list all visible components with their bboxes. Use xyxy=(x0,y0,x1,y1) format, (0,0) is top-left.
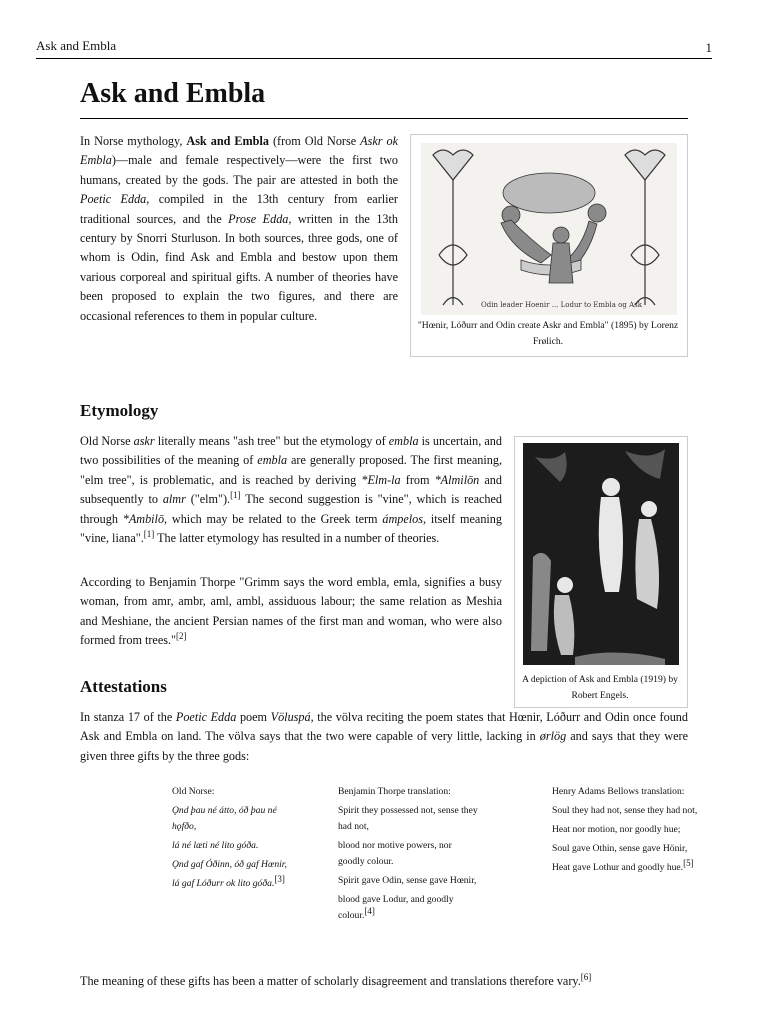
poem-line: blood gave Lodur, and goodly colour. xyxy=(338,894,454,921)
etymology-paragraph-2: According to Benjamin Thorpe "Grimm says the word embla, emla, signifies a busy woman, from amr, ambr, aml, ambl, assiduous labour; the same relation as Meshia and Meshiane, the ancient Persian names of the first man and woman, who were also formed from trees."[2] xyxy=(80,575,502,648)
frolich-inscription: Odin leader Hoenir ... Lodur to Embla og Ask xyxy=(481,301,642,309)
citation-4[interactable]: [4] xyxy=(364,905,375,916)
citation-5[interactable]: [5] xyxy=(683,857,694,868)
figure-frolich-caption: "Hœnir, Lóðurr and Odin create Askr and Embla" (1895) by Lorenz Frølich. xyxy=(417,320,679,347)
poem-bellows-heading: Henry Adams Bellows translation: xyxy=(552,786,685,797)
figure-engels xyxy=(514,436,688,708)
title-divider xyxy=(80,118,688,119)
poem-line: Soul they had not, sense they had not, xyxy=(552,805,698,816)
citation-3[interactable]: [3] xyxy=(274,873,285,884)
figure-engels-caption: A depiction of Ask and Embla (1919) by Robert Engels. xyxy=(522,674,678,701)
citation-1[interactable]: [1] xyxy=(230,490,241,501)
running-header-title: Ask and Embla xyxy=(36,38,117,53)
poem-line: Ǫnd gaf Óðinn, óð gaf Hœnir, xyxy=(172,859,287,870)
poem-line: Ǫnd þau né átto, óð þau né hǫfðo, xyxy=(172,805,277,832)
poem-line: Heat nor motion, nor goodly hue; xyxy=(552,824,681,835)
poem-bellows xyxy=(552,784,702,879)
poem-line: Heat gave Lothur and goodly hue. xyxy=(552,862,684,873)
term-ask-and-embla: Ask and Embla xyxy=(186,134,269,148)
engels-illustration xyxy=(515,437,687,707)
page-number: 1 xyxy=(705,40,712,55)
intro-paragraph: In Norse mythology, Ask and Embla (from Old Norse Askr ok Embla)—male and female respectively—were the first two humans, created by the gods. The pair are attested in both the Poetic Edda, compiled in the 13th century from earlier traditional sources, and the Prose Edda, written in the 13th century by Snorri Sturluson. In both sources, three gods, one of whom is Odin, find Ask and Embla and bestow upon them various corporeal and spiritual gifts. A number of theories have been proposed to explain the two figures, and there are occasional references to them in popular culture. xyxy=(80,134,399,323)
poem-old-norse xyxy=(172,784,290,895)
etymology-paragraph-1: Old Norse askr literally means "ash tree" but the etymology of embla is uncertain, and two possibilities of the meaning of embla are generally proposed. The first meaning, "elm tree", is problematic, and is reached by deriving *Elm-la from *Almilōn and subsequently to almr ("elm").[1] The second suggestion is "vine", which is reached through *Ambilō, which may be related to the Greek term ámpelos, itself meaning "vine, liana".[1] The latter etymology has resulted in a number of theories. xyxy=(80,434,503,546)
article-title: Ask and Embla xyxy=(80,78,266,109)
poem-thorpe-heading: Benjamin Thorpe translation: xyxy=(338,786,451,797)
poem-line: lá né læti né lito góða. xyxy=(172,840,259,851)
heading-attestations: Attestations xyxy=(80,677,167,696)
poem-line: Soul gave Othin, sense gave Hönir, xyxy=(552,843,688,854)
link-voluspa[interactable]: Völuspá xyxy=(270,710,311,724)
poem-line: Spirit they possessed not, sense they had not, xyxy=(338,805,478,832)
citation-1b[interactable]: [1] xyxy=(143,528,155,539)
link-prose-edda[interactable]: Prose Edda xyxy=(228,211,289,226)
poem-line: lá gaf Lóðurr ok lito góða. xyxy=(172,878,275,889)
heading-etymology: Etymology xyxy=(80,401,159,420)
link-poetic-edda[interactable]: Poetic Edda xyxy=(80,192,147,207)
closing-paragraph: The meaning of these gifts has been a matter of scholarly disagreement and translations therefore vary.[6] xyxy=(80,971,592,988)
running-header xyxy=(36,38,712,59)
poem-line: Spirit gave Odin, sense gave Hœnir, xyxy=(338,875,477,886)
citation-6[interactable]: [6] xyxy=(580,971,592,982)
poem-line: blood nor motive powers, nor goodly colour. xyxy=(338,840,452,867)
poem-thorpe xyxy=(338,784,478,927)
poem-old-norse-heading: Old Norse: xyxy=(172,786,215,797)
attestations-paragraph: In stanza 17 of the Poetic Edda poem Völuspá, the völva reciting the poem states that Hœnir, Lóðurr and Odin once found Ask and Embla on land. The völva says that the two were capable of very little, lacking in ørlög and says that they were given three gifts by the three gods: xyxy=(80,710,688,763)
citation-2[interactable]: [2] xyxy=(176,631,187,642)
link-poetic-edda-2[interactable]: Poetic Edda xyxy=(175,710,237,724)
